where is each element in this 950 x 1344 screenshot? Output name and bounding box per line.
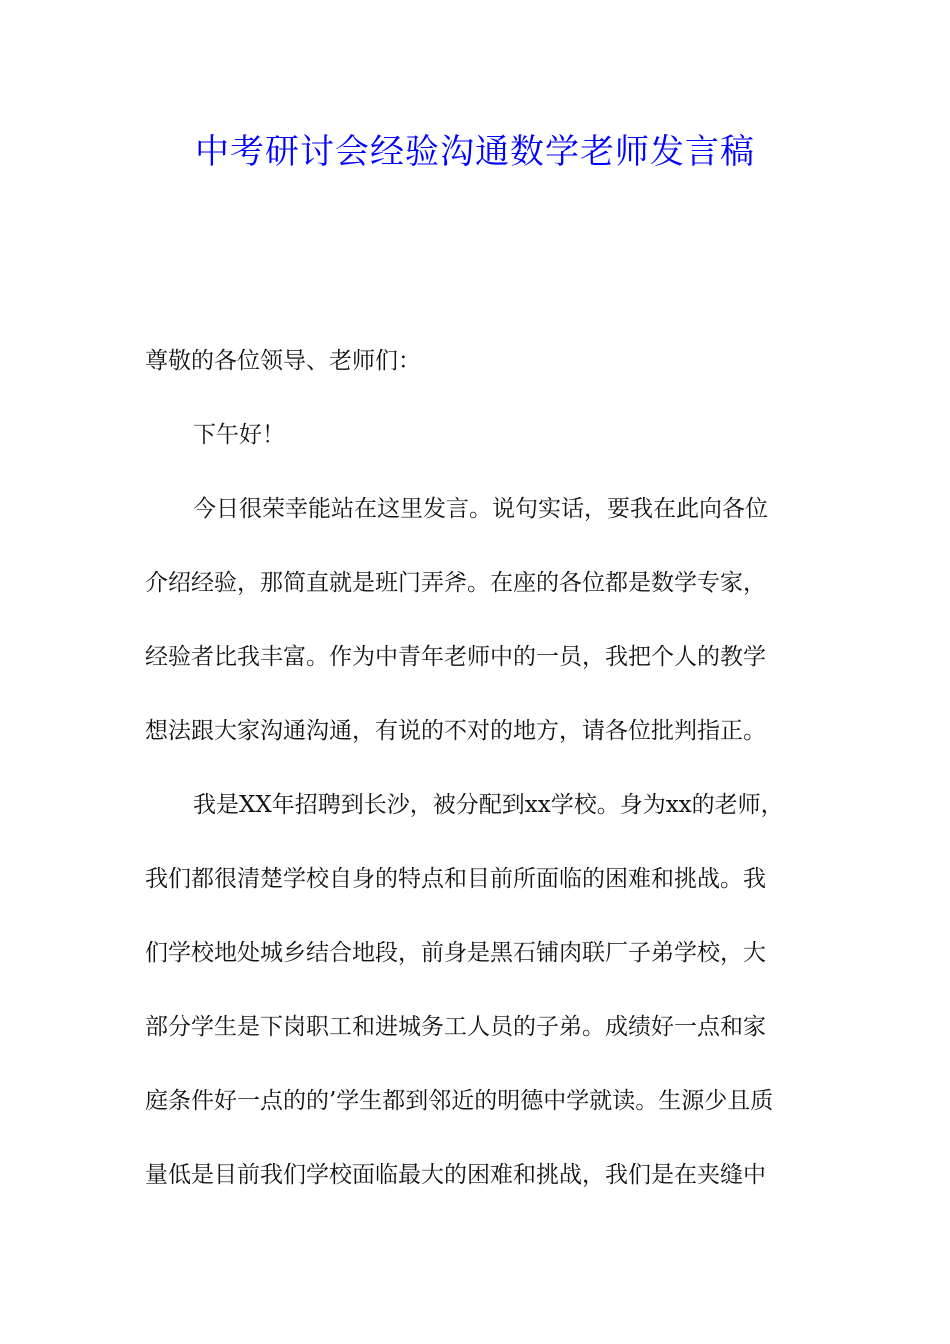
document-body: [145, 334, 835, 1222]
paragraph-line: 们学校地处城乡结合地段，前身是黑石铺肉联厂子弟学校，大: [145, 940, 766, 966]
greeting-line: 下午好！: [193, 422, 285, 448]
paragraph-line: 量低是目前我们学校面临最大的困难和挑战，我们是在夹缝中: [145, 1162, 766, 1188]
paragraph-line: 部分学生是下岗职工和进城务工人员的子弟。成绩好一点和家: [145, 1014, 766, 1040]
document-title: 中考研讨会经验沟通数学老师发言稿: [195, 132, 755, 172]
paragraph-line: 介绍经验，那简直就是班门弄斧。在座的各位都是数学专家，: [145, 570, 766, 596]
paragraph-line: 经验者比我丰富。作为中青年老师中的一员，我把个人的教学: [145, 644, 766, 670]
paragraph-line: 我们都很清楚学校自身的特点和目前所面临的困难和挑战。我: [145, 866, 766, 892]
paragraph-line: 想法跟大家沟通沟通，有说的不对的地方，请各位批判指正。: [145, 718, 766, 744]
paragraph-line: 我是XX年招聘到长沙，被分配到xx学校。身为xx的老师，: [193, 792, 784, 818]
salutation-line: 尊敬的各位领导、老师们：: [145, 348, 421, 374]
paragraph-line: 庭条件好一点的的’学生都到邻近的明德中学就读。生源少且质: [145, 1088, 774, 1114]
paragraph-line: 今日很荣幸能站在这里发言。说句实话，要我在此向各位: [193, 496, 768, 522]
